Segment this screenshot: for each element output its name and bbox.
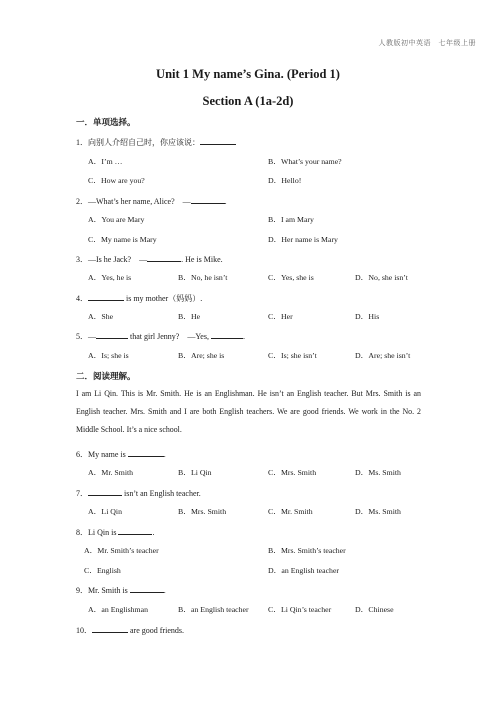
- question-10-stem: [76, 624, 184, 636]
- q9-option-d[interactable]: D．Chinese: [355, 605, 394, 614]
- q7-option-a[interactable]: A．Li Qin: [88, 507, 123, 516]
- reading-passage: I am Li Qin. This is Mr. Smith. He is an Englishman. He isn’t an English teacher. But Mrs. Smith is an English teacher. Mrs. Smith and I are both English teachers. We are good friends. We work in the No. 2 Middle School. It’s a nice school.: [76, 389, 421, 434]
- section-heading-reading: 二．阅读理解。: [76, 371, 136, 381]
- question-6-text-end: .: [163, 450, 166, 459]
- question-10-text: 10．: [76, 626, 92, 635]
- question-9-stem: [76, 584, 166, 596]
- question-2-text: 2．—What’s her name, Alice? —: [76, 197, 191, 206]
- question-2-stem: [76, 195, 227, 207]
- q5-option-c[interactable]: C．Is; she isn’t: [268, 351, 317, 360]
- answer-blank[interactable]: [191, 195, 225, 204]
- question-7-text: 7．: [76, 489, 88, 498]
- q8-option-c[interactable]: C．English: [84, 566, 121, 575]
- q8-option-a[interactable]: A．Mr. Smith’s teacher: [84, 546, 159, 555]
- q6-option-d[interactable]: D．Ms. Smith: [355, 468, 401, 477]
- q6-option-b[interactable]: B．Li Qin: [178, 468, 212, 477]
- question-4-text: 4．: [76, 294, 88, 303]
- q4-option-a[interactable]: A．She: [88, 312, 114, 321]
- question-5-text-end: .: [242, 332, 245, 341]
- section-heading-single-choice: 一．单项选择。: [76, 117, 136, 127]
- q7-option-b[interactable]: B．Mrs. Smith: [178, 507, 227, 516]
- q1-option-d[interactable]: D．Hello!: [268, 176, 302, 185]
- question-7-stem: [76, 487, 201, 499]
- answer-blank[interactable]: [200, 136, 236, 145]
- q4-option-d[interactable]: D．His: [355, 312, 380, 321]
- q5-option-a[interactable]: A．Is; she is: [88, 351, 129, 360]
- question-1-stem: [76, 136, 236, 148]
- q2-option-c[interactable]: C．My name is Mary: [88, 235, 157, 244]
- answer-blank[interactable]: [128, 448, 164, 457]
- page-title: Unit 1 My name’s Gina. (Period 1): [156, 67, 340, 81]
- question-8-text-end: .: [152, 528, 155, 537]
- answer-blank[interactable]: [147, 253, 181, 262]
- question-6-text: 6．My name is: [76, 450, 128, 459]
- header-tag: 人教版初中英语 七年级上册: [378, 39, 476, 47]
- q7-option-c[interactable]: C．Mr. Smith: [268, 507, 313, 516]
- q4-option-b[interactable]: B．He: [178, 312, 201, 321]
- question-5-stem: [76, 330, 245, 342]
- question-10-text-end: are good friends.: [128, 626, 184, 635]
- q9-option-a[interactable]: A．an Englishman: [88, 605, 148, 614]
- question-9-text: 9．Mr. Smith is: [76, 586, 130, 595]
- q1-option-a[interactable]: A．I’m …: [88, 157, 123, 166]
- answer-blank[interactable]: [130, 584, 164, 593]
- q9-option-c[interactable]: C．Li Qin’s teacher: [268, 605, 332, 614]
- question-2-text-end: .: [224, 197, 227, 206]
- q3-option-d[interactable]: D．No, she isn’t: [355, 273, 408, 282]
- question-1-text: 1．向别人介绍自己时，你应该说：: [76, 138, 200, 147]
- q6-option-a[interactable]: A．Mr. Smith: [88, 468, 134, 477]
- question-4-stem: [76, 292, 202, 304]
- q9-option-b[interactable]: B．an English teacher: [178, 605, 249, 614]
- q4-option-c[interactable]: C．Her: [268, 312, 293, 321]
- question-7-text-end: isn’t an English teacher.: [122, 489, 201, 498]
- q5-option-d[interactable]: D．Are; she isn’t: [355, 351, 411, 360]
- page-subtitle: Section A (1a-2d): [202, 94, 294, 108]
- q1-option-c[interactable]: C．How are you?: [88, 176, 145, 185]
- q7-option-d[interactable]: D．Ms. Smith: [355, 507, 401, 516]
- q1-option-b[interactable]: B．What’s your name?: [268, 157, 342, 166]
- question-9-text-end: .: [163, 586, 166, 595]
- q8-option-b[interactable]: B．Mrs. Smith’s teacher: [268, 546, 346, 555]
- question-8-text: 8．Li Qin is: [76, 528, 119, 537]
- question-8-stem: [76, 526, 154, 538]
- q2-option-d[interactable]: D．Her name is Mary: [268, 235, 338, 244]
- answer-blank[interactable]: [96, 330, 128, 339]
- q6-option-c[interactable]: C．Mrs. Smith: [268, 468, 317, 477]
- question-3-text-end: . He is Mike.: [181, 255, 223, 264]
- question-5-text-mid: that girl Jenny? —Yes,: [128, 332, 211, 341]
- q3-option-b[interactable]: B．No, he isn’t: [178, 273, 228, 282]
- q8-option-d[interactable]: D．an English teacher: [268, 566, 340, 575]
- answer-blank[interactable]: [211, 330, 243, 339]
- answer-blank[interactable]: [88, 292, 124, 301]
- answer-blank[interactable]: [92, 624, 128, 633]
- q5-option-b[interactable]: B．Are; she is: [178, 351, 225, 360]
- q3-option-a[interactable]: A．Yes, he is: [88, 273, 132, 282]
- q2-option-b[interactable]: B．I am Mary: [268, 215, 314, 224]
- q3-option-c[interactable]: C．Yes, she is: [268, 273, 314, 282]
- q2-option-a[interactable]: A．You are Mary: [88, 215, 145, 224]
- question-3-text: 3．—Is he Jack? —: [76, 255, 148, 264]
- question-5-text: 5．—: [76, 332, 96, 341]
- answer-blank[interactable]: [118, 526, 155, 537]
- answer-blank[interactable]: [88, 487, 122, 496]
- question-3-stem: [76, 253, 223, 265]
- question-4-text-end: is my mother（妈妈）.: [124, 294, 203, 303]
- question-6-stem: [76, 448, 166, 460]
